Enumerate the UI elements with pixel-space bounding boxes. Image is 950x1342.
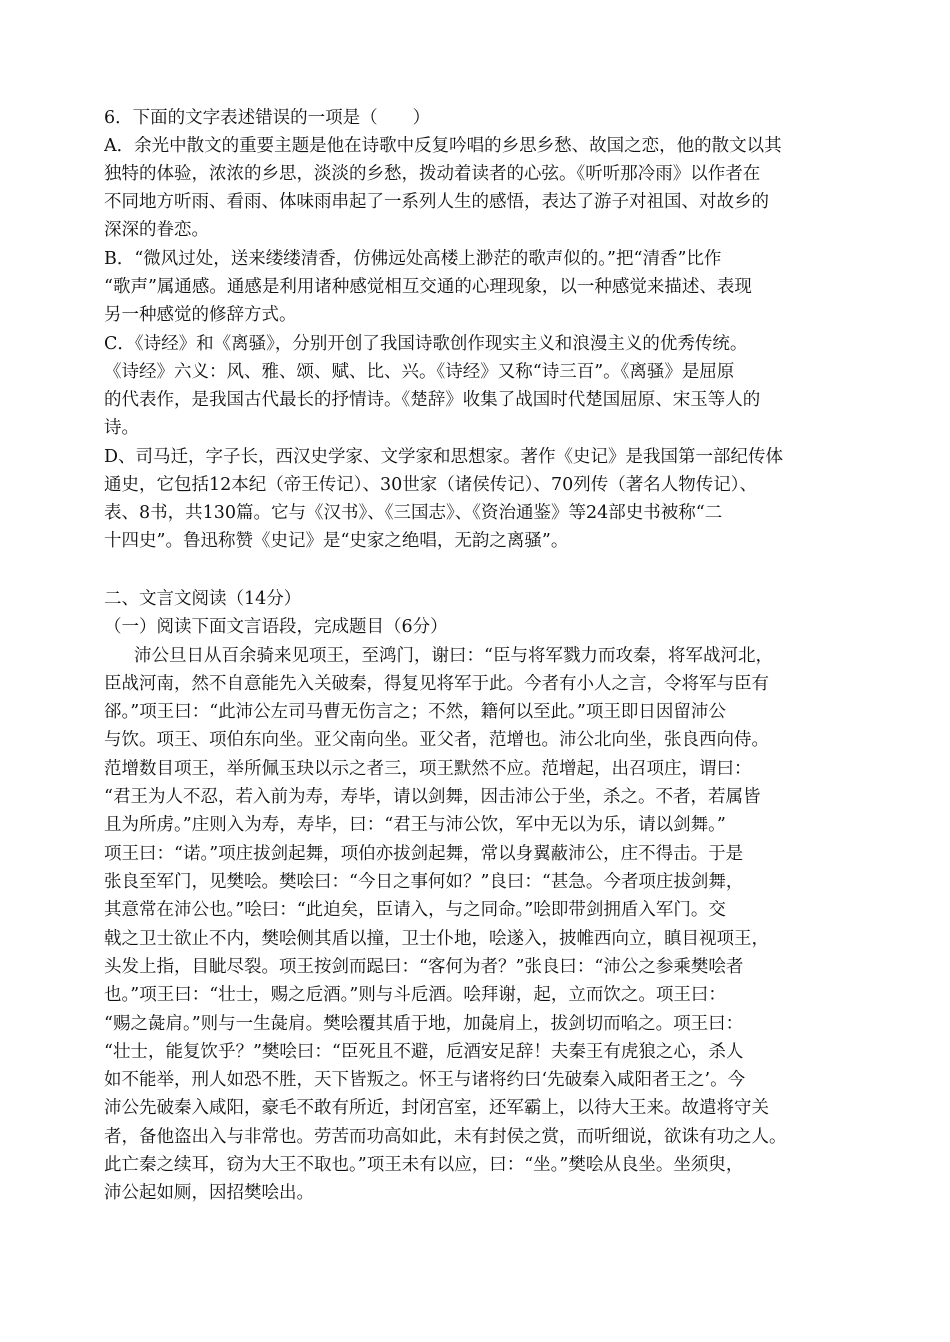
passage-line: 其意常在沛公也。”哙曰：“此迫矣，臣请入，与之同命。”哙即带剑拥盾入军门。交 xyxy=(104,900,726,920)
option-c-line: 诗。 xyxy=(104,418,139,438)
section-title: 二、文言文阅读（14分） xyxy=(104,589,302,609)
passage-line: 戟之卫士欲止不内，樊哙侧其盾以撞，卫士仆地，哙遂入，披帷西向立，瞋目视项王， xyxy=(104,929,769,949)
passage-line: “壮士，能复饮乎？”樊哙曰：“臣死且不避，卮酒安足辞！夫秦王有虎狼之心，杀人 xyxy=(104,1042,744,1062)
passage-line: 沛公起如厕，因招樊哙出。 xyxy=(104,1183,314,1203)
passage-line: 且为所虏。”庄则入为寿，寿毕，曰：“君王与沛公饮，军中无以为乐，请以剑舞。” xyxy=(104,815,726,835)
passage-line: “君王为人不忍，若入前为寿，寿毕，请以剑舞，因击沛公于坐，杀之。不者，若属皆 xyxy=(104,787,761,807)
passage-line: “赐之彘肩。”则与一生彘肩。樊哙覆其盾于地，加彘肩上，拔剑切而啗之。项王曰： xyxy=(104,1014,744,1034)
option-b-line: 另一种感觉的修辞方式。 xyxy=(104,305,297,325)
passage-line: 如不能举，刑人如恐不胜，天下皆叛之。怀王与诸将约曰‘先破秦入咸阳者王之’。今 xyxy=(104,1070,746,1090)
option-c-line: 《诗经》六义：风、雅、颂、赋、比、兴。《诗经》又称“诗三百”。《离骚》是屈原 xyxy=(104,362,735,382)
passage-line: 沛公旦日从百余骑来见项王，至鸿门，谢曰：“臣与将军戮力而攻秦，将军战河北， xyxy=(134,646,773,666)
option-b-line: B．“微风过处，送来缕缕清香，仿佛远处高楼上渺茫的歌声似的。”把“清香”比作 xyxy=(104,249,722,269)
passage-line: 者，备他盗出入与非常也。劳苦而功高如此，未有封侯之赏，而听细说，欲诛有功之人。 xyxy=(104,1127,787,1147)
passage-line: 郤。”项王曰：“此沛公左司马曹无伤言之；不然，籍何以至此。”项王即日因留沛公 xyxy=(104,702,726,722)
passage-line: 臣战河南，然不自意能先入关破秦，得复见将军于此。今者有小人之言，令将军与臣有 xyxy=(104,674,769,694)
passage-line: 也。”项王曰：“壮士，赐之卮酒。”则与斗卮酒。哙拜谢，起，立而饮之。项王曰： xyxy=(104,985,726,1005)
option-c-line: C．《诗经》和《离骚》，分别开创了我国诗歌创作现实主义和浪漫主义的优秀传统。 xyxy=(104,334,748,354)
option-d-line: D、司马迁，字子长，西汉史学家、文学家和思想家。著作《史记》是我国第一部纪传体 xyxy=(104,447,784,467)
passage-line: 项王曰：“诺。”项庄拔剑起舞，项伯亦拔剑起舞，常以身翼蔽沛公，庄不得击。于是 xyxy=(104,844,744,864)
passage-line: 头发上指，目眦尽裂。项王按剑而跽曰：“客何为者？”张良曰：“沛公之参乘樊哙者 xyxy=(104,957,744,977)
option-a-line: 深深的眷恋。 xyxy=(104,220,209,240)
option-b-line: “歌声”属通感。通感是利用诸种感觉相互交通的心理现象，以一种感觉来描述、表现 xyxy=(104,277,752,297)
option-c-line: 的代表作，是我国古代最长的抒情诗。《楚辞》收集了战国时代楚国屈原、宋玉等人的 xyxy=(104,390,761,410)
option-a-line: A．余光中散文的重要主题是他在诗歌中反复吟唱的乡思乡愁、故国之恋，他的散文以其 xyxy=(104,136,782,156)
option-d-line: 表、8书，共130篇。它与《汉书》、《三国志》、《资治通鉴》等24部史书被称“二 xyxy=(104,503,723,523)
passage-line: 沛公先破秦入咸阳，豪毛不敢有所近，封闭宫室，还军霸上，以待大王来。故遣将守关 xyxy=(104,1098,769,1118)
passage-line: 与饮。项王、项伯东向坐。亚父南向坐。亚父者，范增也。沛公北向坐，张良西向侍。 xyxy=(104,730,769,750)
option-a-line: 不同地方听雨、看雨、体味雨串起了一系列人生的感悟，表达了游子对祖国、对故乡的 xyxy=(104,192,769,212)
option-a-line: 独特的体验，浓浓的乡思，淡淡的乡愁，拨动着读者的心弦。《听听那冷雨》以作者在 xyxy=(104,164,761,184)
passage-line: 此亡秦之续耳，窃为大王不取也。”项王未有以应，曰：“坐。”樊哙从良坐。坐须臾， xyxy=(104,1155,744,1175)
section-subtitle: （一）阅读下面文言语段，完成题目（6分） xyxy=(104,617,448,637)
option-d-line: 通史，它包括12本纪（帝王传记）、30世家（诸侯传记）、70列传（著名人物传记）、 xyxy=(104,475,758,495)
option-d-line: 十四史”。鲁迅称赞《史记》是“史家之绝唱，无韵之离骚”。 xyxy=(104,531,569,551)
passage-line: 张良至军门，见樊哙。樊哙曰：“今日之事何如？”良曰：“甚急。今者项庄拔剑舞， xyxy=(104,872,744,892)
passage-line: 范增数目项王，举所佩玉玦以示之者三，项王默然不应。范增起，出召项庄，谓曰： xyxy=(104,759,752,779)
question-6-stem: 6．下面的文字表述错误的一项是（ ） xyxy=(104,108,431,128)
